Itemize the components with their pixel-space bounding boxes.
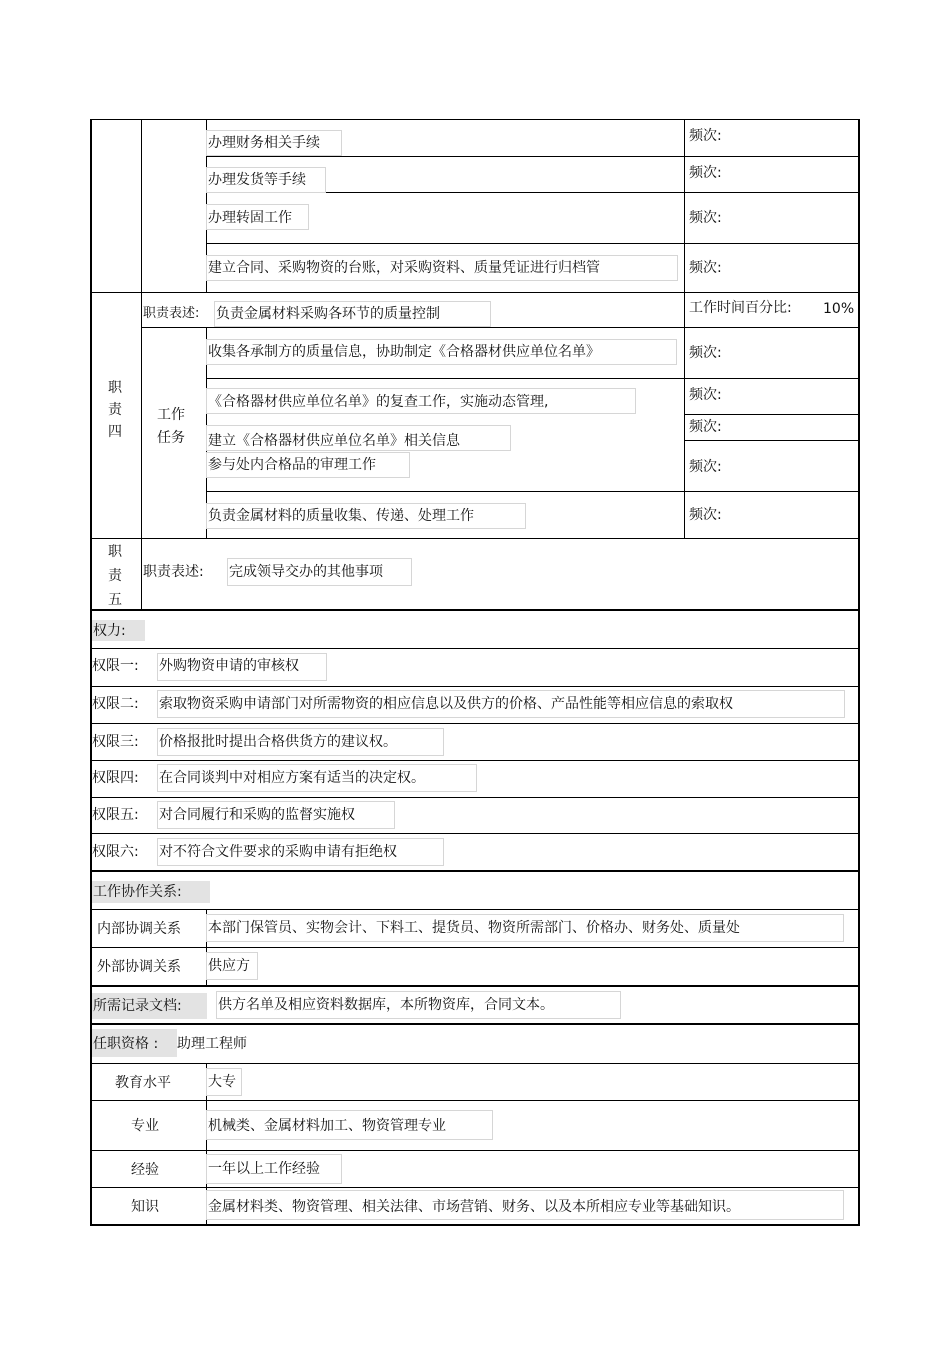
external-relations-value: 供应方 — [208, 958, 250, 974]
duty4-title: 职责四 — [108, 380, 122, 440]
duty4-freq-label: 频次: — [689, 459, 722, 475]
power-text: 价格报批时提出合格供货方的建议权。 — [159, 734, 397, 750]
duty4-desc: 负责金属材料采购各环节的质量控制 — [216, 306, 440, 322]
duty3-freq-label: 频次: — [689, 128, 722, 144]
power-text: 对合同履行和采购的监督实施权 — [159, 807, 355, 823]
duty3-freq-label: 频次: — [689, 210, 722, 226]
relations-header: 工作协作关系: — [93, 884, 182, 900]
qualification-row-value: 金属材料类、物资管理、相关法律、市场营销、财务、以及本所相应专业等基础知识。 — [208, 1199, 740, 1215]
duty3-task-text: 办理财务相关手续 — [208, 135, 320, 151]
records-label: 所需记录文档: — [93, 998, 182, 1014]
qualification-row-value: 大专 — [208, 1074, 236, 1090]
duty4-task-text: 《合格器材供应单位名单》的复查工作，实施动态管理, — [208, 394, 549, 410]
records-value: 供方名单及相应资料数据库，本所物资库，合同文本。 — [218, 997, 554, 1013]
power-header: 权力: — [93, 623, 126, 639]
power-label: 权限四: — [92, 770, 139, 786]
duty4-task-text: 参与处内合格品的审理工作 — [208, 457, 376, 473]
power-label: 权限三: — [92, 734, 139, 750]
qualification-label: 任职资格 : — [93, 1036, 159, 1052]
power-label: 权限五: — [92, 807, 139, 823]
duty4-freq-label: 频次: — [689, 345, 722, 361]
external-relations-label: 外部协调关系 — [97, 959, 181, 975]
power-text: 对不符合文件要求的采购申请有拒绝权 — [159, 844, 397, 860]
duty4-freq-label: 频次: — [689, 419, 722, 435]
duty4-task-text: 建立《合格器材供应单位名单》相关信息 — [208, 433, 460, 449]
power-text: 外购物资申请的审核权 — [159, 658, 299, 674]
duty3-freq-label: 频次: — [689, 165, 722, 181]
qualification-row-label: 知识 — [131, 1199, 159, 1215]
duty5-desc-label: 职责表述: — [143, 564, 204, 580]
qualification-title: 助理工程师 — [177, 1036, 247, 1052]
duty5-desc: 完成领导交办的其他事项 — [229, 564, 383, 580]
duty3-task-text: 办理转固工作 — [208, 210, 292, 226]
duty3-task-text: 建立合同、采购物资的台账，对采购资料、质量凭证进行归档管 — [208, 260, 600, 276]
power-text: 在合同谈判中对相应方案有适当的决定权。 — [159, 770, 425, 786]
internal-relations-label: 内部协调关系 — [97, 921, 181, 937]
duty5-title: 职责五 — [108, 544, 122, 608]
qualification-row-label: 专业 — [131, 1118, 159, 1134]
duty4-task-text: 负责金属材料的质量收集、传递、处理工作 — [208, 508, 474, 524]
duty3-task-text: 办理发货等手续 — [208, 172, 306, 188]
power-label: 权限一: — [92, 658, 139, 674]
qualification-row-label: 经验 — [131, 1162, 159, 1178]
duty3-freq-label: 频次: — [689, 260, 722, 276]
qualification-row-value: 机械类、金属材料加工、物资管理专业 — [208, 1118, 446, 1134]
power-label: 权限六: — [92, 844, 139, 860]
qualification-row-value: 一年以上工作经验 — [208, 1161, 320, 1177]
duty4-freq-label: 频次: — [689, 507, 722, 523]
power-text: 索取物资采购申请部门对所需物资的相应信息以及供方的价格、产品性能等相应信息的索取权 — [159, 696, 733, 712]
internal-relations-value: 本部门保管员、实物会计、下料工、提货员、物资所需部门、价格办、财务处、质量处 — [208, 920, 740, 936]
power-label: 权限二: — [92, 696, 139, 712]
duty4-freq-label: 频次: — [689, 387, 722, 403]
duty4-task-text: 收集各承制方的质量信息，协助制定《合格器材供应单位名单》 — [208, 344, 600, 360]
duty4-time-value: 10% — [823, 301, 855, 317]
duty4-time-label: 工作时间百分比: — [689, 300, 792, 316]
duty4-desc-label: 职责表述: — [143, 306, 200, 321]
duty4-task-label: 工作任务 — [157, 407, 185, 446]
qualification-row-label: 教育水平 — [115, 1075, 171, 1091]
